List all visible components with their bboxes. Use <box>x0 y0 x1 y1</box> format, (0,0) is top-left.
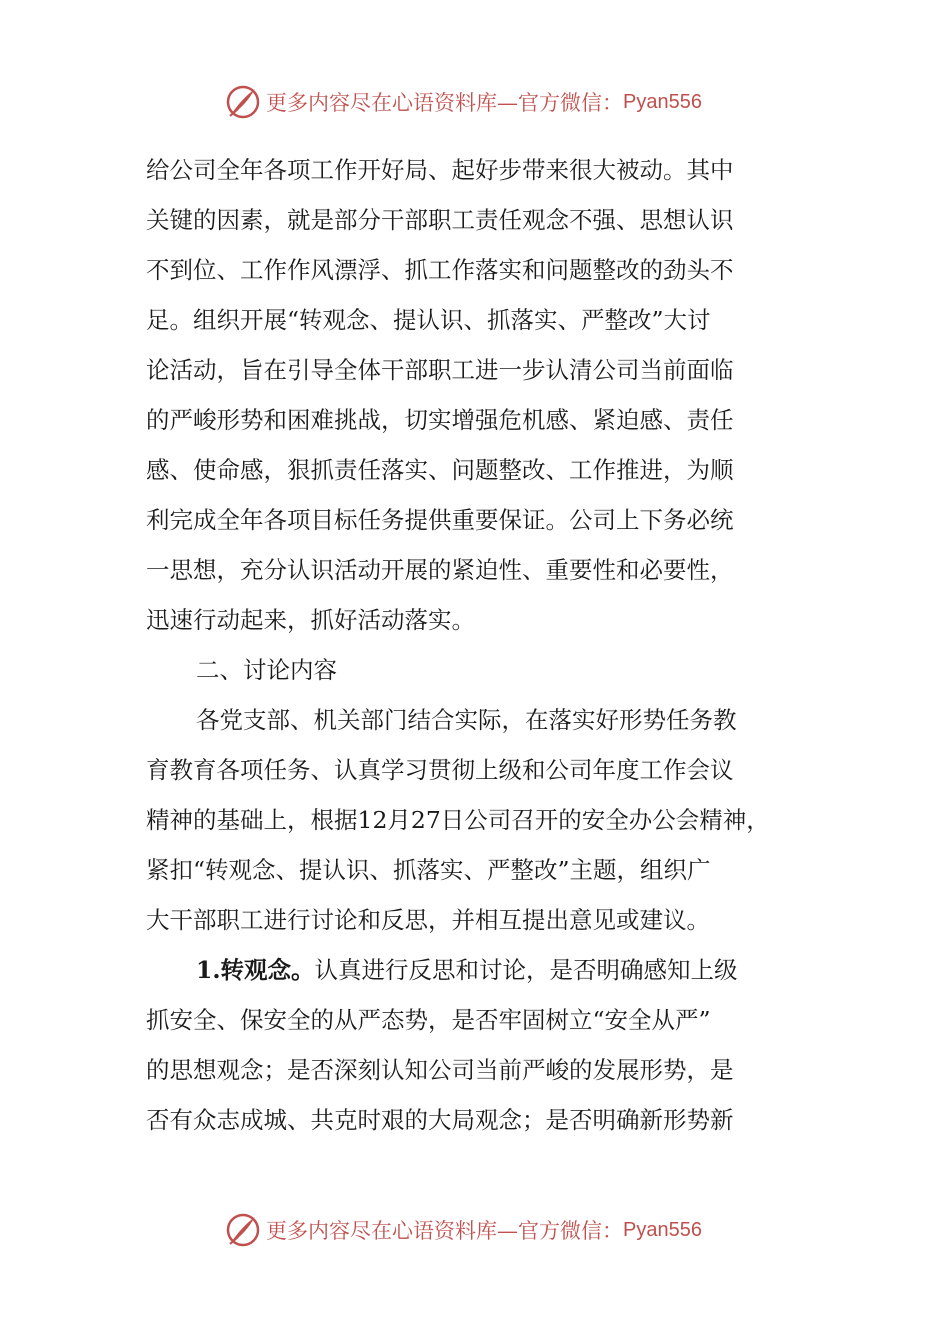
body-line: 感、使命感，狠抓责任落实、问题整改、工作推进，为顺 <box>146 456 734 484</box>
body-line: 抓安全、保安全的从严态势，是否牢固树立“安全从严” <box>146 1006 711 1034</box>
body-line: 的思想观念；是否深刻认知公司当前严峻的发展形势，是 <box>146 1056 734 1084</box>
body-line: 足。组织开展“转观念、提认识、抓落实、严整改”大讨 <box>146 306 711 334</box>
item-1-text: 认真进行反思和讨论，是否明确感知上级 <box>314 956 738 984</box>
item-1-heading: 1.转观念。 <box>196 956 315 984</box>
body-line: 各党支部、机关部门结合实际，在落实好形势任务教 <box>196 706 737 734</box>
watermark-wechat-id: Pyan556 <box>623 90 702 113</box>
body-line: 给公司全年各项工作开好局、起好步带来很大被动。其中 <box>146 156 734 184</box>
body-line: 论活动，旨在引导全体干部职工进一步认清公司当前面临 <box>146 356 734 384</box>
item-1-first-line <box>196 945 738 995</box>
body-line: 关键的因素，就是部分干部职工责任观念不强、思想认识 <box>146 206 734 234</box>
body-line: 否有众志成城、共克时艰的大局观念；是否明确新形势新 <box>146 1106 734 1134</box>
body-line: 紧扣“转观念、提认识、抓落实、严整改”主题，组织广 <box>146 856 711 884</box>
watermark-text: 更多内容尽在心语资料库—官方微信： <box>266 1219 623 1243</box>
body-line: 育教育各项任务、认真学习贯彻上级和公司年度工作会议 <box>146 756 734 784</box>
body-line: 不到位、工作作风漂浮、抓工作落实和问题整改的劲头不 <box>146 256 734 284</box>
watermark-text: 更多内容尽在心语资料库—官方微信： <box>266 91 623 115</box>
quill-logo-icon <box>224 1211 262 1249</box>
body-line: 利完成全年各项目标任务提供重要保证。公司上下务必统 <box>146 506 734 534</box>
body-line: 迅速行动起来，抓好活动落实。 <box>146 606 475 634</box>
section-heading: 二、讨论内容 <box>196 656 337 684</box>
body-line: 大干部职工进行讨论和反思，并相互提出意见或建议。 <box>146 906 710 934</box>
quill-logo-icon <box>224 83 262 121</box>
watermark-wechat-id: Pyan556 <box>623 1218 702 1241</box>
footer-watermark <box>224 1210 702 1250</box>
body-line: 一思想，充分认识活动开展的紧迫性、重要性和必要性， <box>146 556 734 584</box>
body-line: 精神的基础上，根据12月27日公司召开的安全办公会精神， <box>146 806 770 834</box>
header-watermark <box>224 82 702 122</box>
body-line: 的严峻形势和困难挑战，切实增强危机感、紧迫感、责任 <box>146 406 734 434</box>
